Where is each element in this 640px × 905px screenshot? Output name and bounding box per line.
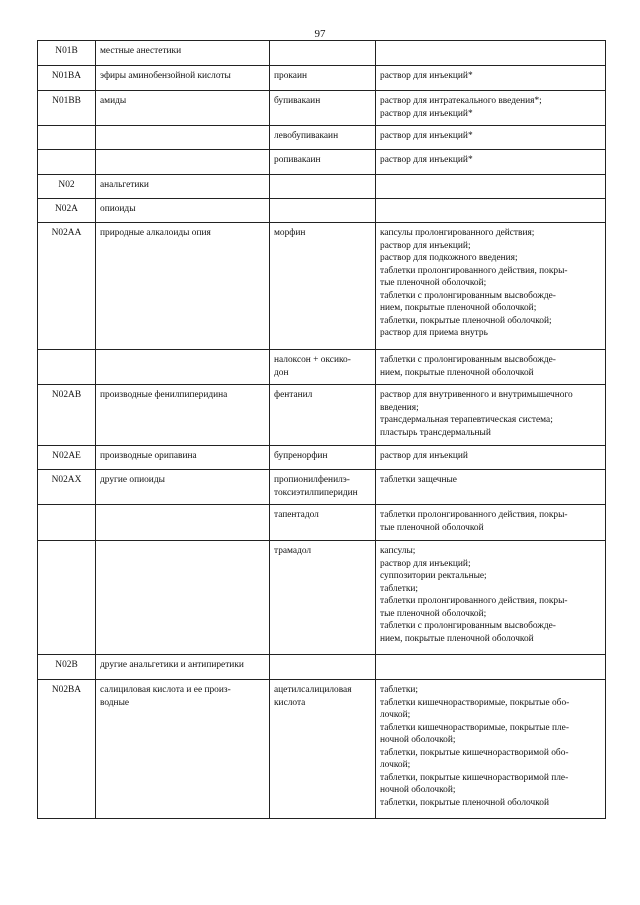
dosage-form-line: тые пленочной оболочкой; (380, 608, 487, 619)
dosage-form-line: раствор для инъекций* (380, 108, 473, 119)
drug-name-cell: бупивакаин (270, 91, 376, 126)
atc-group-cell: другие опиоиды (96, 470, 270, 505)
atc-code-cell (38, 505, 96, 541)
dosage-form-line: тые пленочной оболочкой (380, 522, 484, 533)
dosage-form-line: таблетки, покрытые кишечнорастворимой пле- (380, 772, 569, 783)
table-row (38, 223, 606, 350)
dosage-forms-cell (376, 350, 606, 385)
drug-name-cell: ацетилсалициловая кислота (270, 680, 376, 819)
dosage-form-line: таблетки; (380, 583, 419, 594)
dosage-form-line: капсулы; (380, 546, 416, 556)
dosage-form-line: таблетки, покрытые кишечнорастворимой обо- (380, 747, 569, 758)
dosage-form-line: таблетки кишечнорастворимые, покрытые обо- (380, 697, 570, 708)
table-row (38, 175, 606, 199)
atc-code-cell: N02AE (38, 446, 96, 470)
drug-name-cell: тапентадол (270, 505, 376, 541)
dosage-form-line: ночной оболочкой; (380, 785, 456, 795)
atc-code-cell (38, 350, 96, 385)
dosage-forms-cell (376, 223, 606, 350)
dosage-form-line: пластырь трансдермальный (380, 427, 491, 438)
drug-name-cell (270, 655, 376, 680)
table-row (38, 91, 606, 126)
atc-group-cell: эфиры аминобензойной кислоты (96, 66, 270, 91)
dosage-forms-cell (376, 199, 606, 223)
dosage-form-line: нием, покрытые пленочной оболочкой (380, 633, 534, 644)
dosage-form-line: раствор для приема внутрь (380, 328, 488, 338)
atc-code-cell: N02A (38, 199, 96, 223)
dosage-forms-cell (376, 470, 606, 505)
atc-group-cell: природные алкалоиды опия (96, 223, 270, 350)
table-row (38, 350, 606, 385)
table-row (38, 446, 606, 470)
dosage-form-line: раствор для инъекций* (380, 131, 473, 141)
dosage-forms-cell (376, 655, 606, 680)
atc-group-cell: опиоиды (96, 199, 270, 223)
dosage-form-line: таблетки, покрытые пленочной оболочкой (380, 797, 549, 808)
atc-group-cell: амиды (96, 91, 270, 126)
dosage-form-line: раствор для инъекций* (380, 71, 473, 81)
dosage-form-line: нием, покрытые пленочной оболочкой (380, 367, 534, 378)
dosage-form-line: таблетки кишечнорастворимые, покрытые пле- (380, 722, 569, 733)
dosage-forms-cell (376, 150, 606, 175)
table-row (38, 66, 606, 91)
dosage-form-line: таблетки пролонгированного действия, покры- (380, 510, 568, 520)
dosage-form-line: таблетки; (380, 685, 419, 695)
atc-code-cell: N02B (38, 655, 96, 680)
atc-code-cell: N02AX (38, 470, 96, 505)
dosage-form-line: капсулы пролонгированного действия; (380, 228, 535, 238)
dosage-forms-cell (376, 680, 606, 819)
drug-name-cell: ропивакаин (270, 150, 376, 175)
dosage-form-line: раствор для внутривенного и внутримышечного (380, 390, 573, 400)
table-row (38, 541, 606, 655)
dosage-form-line: раствор для подкожного введения; (380, 253, 518, 263)
drug-name-cell (270, 175, 376, 199)
dosage-form-line: ночной оболочкой; (380, 735, 456, 745)
dosage-forms-cell (376, 446, 606, 470)
drug-name-cell: прокаин (270, 66, 376, 91)
dosage-forms-cell (376, 41, 606, 66)
table-row (38, 680, 606, 819)
atc-code-cell: N02AB (38, 385, 96, 446)
dosage-forms-cell (376, 91, 606, 126)
dosage-form-line: таблетки, покрытые пленочной оболочкой; (380, 315, 552, 326)
dosage-form-line: лочкой; (380, 760, 411, 770)
drug-name-cell: левобупивакаин (270, 126, 376, 150)
drug-name-cell: бупренорфин (270, 446, 376, 470)
dosage-form-line: таблетки с пролонгированным высвобожде- (380, 621, 556, 631)
drug-name-cell: трамадол (270, 541, 376, 655)
dosage-form-line: раствор для инъекций; (380, 240, 471, 251)
dosage-forms-cell (376, 175, 606, 199)
atc-group-cell: салициловая кислота и ее произ- водные (96, 680, 270, 819)
atc-group-cell (96, 126, 270, 150)
atc-code-cell: N01BA (38, 66, 96, 91)
dosage-form-line: таблетки пролонгированного действия, покры- (380, 596, 568, 606)
dosage-form-line: раствор для инъекций* (380, 155, 473, 165)
dosage-form-line: таблетки пролонгированного действия, покры- (380, 265, 568, 276)
dosage-form-line: таблетки с пролонгированным высвобожде- (380, 355, 556, 365)
atc-code-cell (38, 150, 96, 175)
atc-group-cell (96, 505, 270, 541)
atc-code-cell: N02BA (38, 680, 96, 819)
drug-name-cell: пропионилфенилэ- токсиэтилпиперидин (270, 470, 376, 505)
table-row (38, 150, 606, 175)
dosage-forms-cell (376, 505, 606, 541)
dosage-form-line: суппозитории ректальные; (380, 571, 487, 581)
table-row (38, 655, 606, 680)
dosage-form-line: раствор для инъекций; (380, 558, 471, 569)
dosage-form-line: нием, покрытые пленочной оболочкой; (380, 303, 537, 313)
atc-group-cell: анальгетики (96, 175, 270, 199)
table-row (38, 199, 606, 223)
atc-group-cell (96, 150, 270, 175)
drug-name-cell: фентанил (270, 385, 376, 446)
page-number: 97 (314, 28, 326, 40)
table-row (38, 385, 606, 446)
atc-code-cell: N01B (38, 41, 96, 66)
drug-name-cell: налоксон + оксико- дон (270, 350, 376, 385)
atc-code-cell (38, 541, 96, 655)
drug-name-cell: морфин (270, 223, 376, 350)
atc-group-cell (96, 541, 270, 655)
dosage-form-line: тые пленочной оболочкой; (380, 278, 487, 288)
table-row (38, 505, 606, 541)
dosage-form-line: раствор для инъекций (380, 451, 468, 461)
table-row (38, 126, 606, 150)
dosage-forms-cell (376, 541, 606, 655)
table-row (38, 41, 606, 66)
atc-group-cell: другие анальгетики и антипиретики (96, 655, 270, 680)
dosage-form-line: таблетки защечные (380, 475, 457, 485)
table-row (38, 470, 606, 505)
atc-group-cell: производные фенилпиперидина (96, 385, 270, 446)
dosage-form-line: раствор для интратекального введения*; (380, 96, 542, 106)
atc-code-cell (38, 126, 96, 150)
dosage-form-line: лочкой; (380, 710, 411, 720)
atc-group-cell: производные орипавина (96, 446, 270, 470)
atc-drug-table (37, 40, 606, 819)
dosage-form-line: трансдермальная терапевтическая система; (380, 415, 553, 425)
drug-name-cell (270, 41, 376, 66)
dosage-form-line: введения; (380, 402, 419, 413)
atc-code-cell: N02AA (38, 223, 96, 350)
atc-code-cell: N02 (38, 175, 96, 199)
atc-group-cell (96, 350, 270, 385)
dosage-forms-cell (376, 126, 606, 150)
dosage-form-line: таблетки с пролонгированным высвобожде- (380, 290, 556, 301)
dosage-forms-cell (376, 66, 606, 91)
atc-code-cell: N01BB (38, 91, 96, 126)
atc-group-cell: местные анестетики (96, 41, 270, 66)
dosage-forms-cell (376, 385, 606, 446)
drug-name-cell (270, 199, 376, 223)
